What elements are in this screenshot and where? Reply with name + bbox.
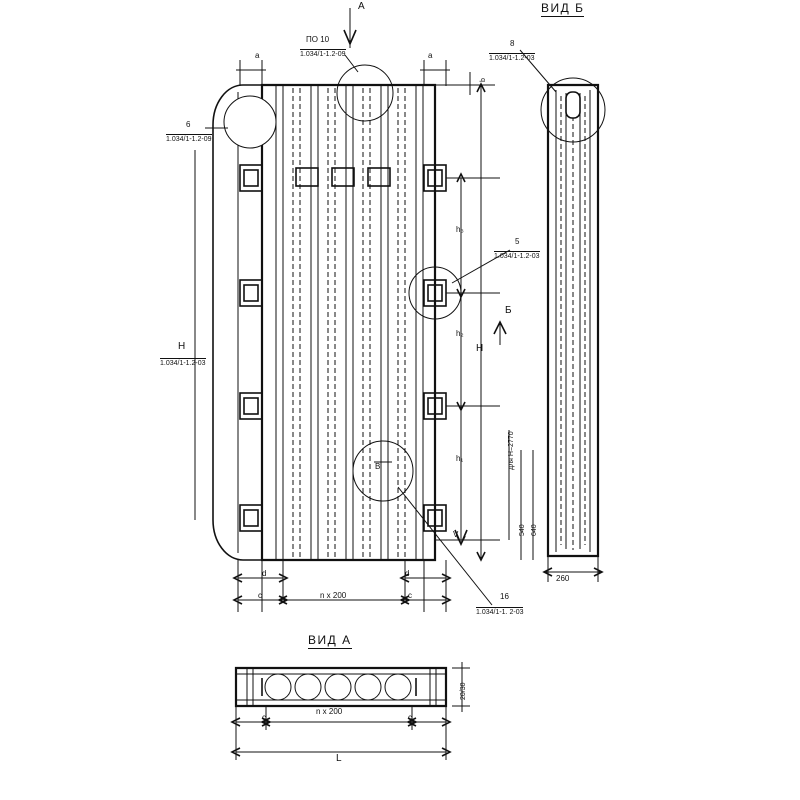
dim-h2: h₂ xyxy=(456,329,464,338)
view-b-title: ВИД Б xyxy=(541,1,585,15)
dim-540: 540 xyxy=(519,524,526,536)
callout-n-left-ref: 1.034/1-1.2-03 xyxy=(160,360,206,367)
dim-d-right: d xyxy=(405,569,410,578)
dim-nx200-main: n х 200 xyxy=(320,591,347,600)
section-mark-v-bottom: V xyxy=(453,530,459,539)
callout-b-left-label: 6 xyxy=(186,120,191,129)
view-a-dim-c-left: c xyxy=(262,713,266,722)
view-a-dim-c-right: c xyxy=(408,713,412,722)
dim-b: b xyxy=(480,78,487,82)
view-a-dim-total: L xyxy=(336,753,342,764)
section-mark-b: Б xyxy=(505,305,512,316)
dim-640: 640 xyxy=(531,524,538,536)
dim-H: H xyxy=(476,343,484,354)
note-for-h2770: для H=2770 xyxy=(508,431,515,470)
dim-a-right: a xyxy=(428,51,433,60)
callout-b-left-ref: 1.034/1-1.2-09 xyxy=(166,136,212,143)
callout-v-top-right-ref: 1.034/1-1.2-03 xyxy=(489,55,535,62)
section-mark-v: В xyxy=(375,462,381,471)
callout-16-ref: 1.034/1-1. 2-03 xyxy=(476,609,524,616)
dim-c-left: c xyxy=(258,591,262,600)
callout-po10-label: ПО 10 xyxy=(306,35,330,44)
callout-n-left-label: Н xyxy=(178,341,186,352)
callout-16-label: 16 xyxy=(500,592,509,601)
dim-h1: h₁ xyxy=(456,454,464,463)
callout-5-ref: 1.034/1-1.2-03 xyxy=(494,253,540,260)
dim-c-right: c xyxy=(408,591,412,600)
dim-h3: h₃ xyxy=(456,225,464,234)
dim-d-left: d xyxy=(262,569,267,578)
callout-po10-ref: 1.034/1-1.2-09 xyxy=(300,51,346,58)
callout-v-top-right-label: 8 xyxy=(510,39,515,48)
dim-260: 260 xyxy=(556,574,570,583)
dim-a-left: a xyxy=(255,51,260,60)
callout-5-label: 5 xyxy=(515,237,520,246)
section-mark-a: A xyxy=(358,1,365,12)
view-a-dim-height: 20/30 xyxy=(460,682,467,700)
view-a-title: ВИД А xyxy=(308,633,352,647)
view-a-dim-span: n x 200 xyxy=(316,707,343,716)
